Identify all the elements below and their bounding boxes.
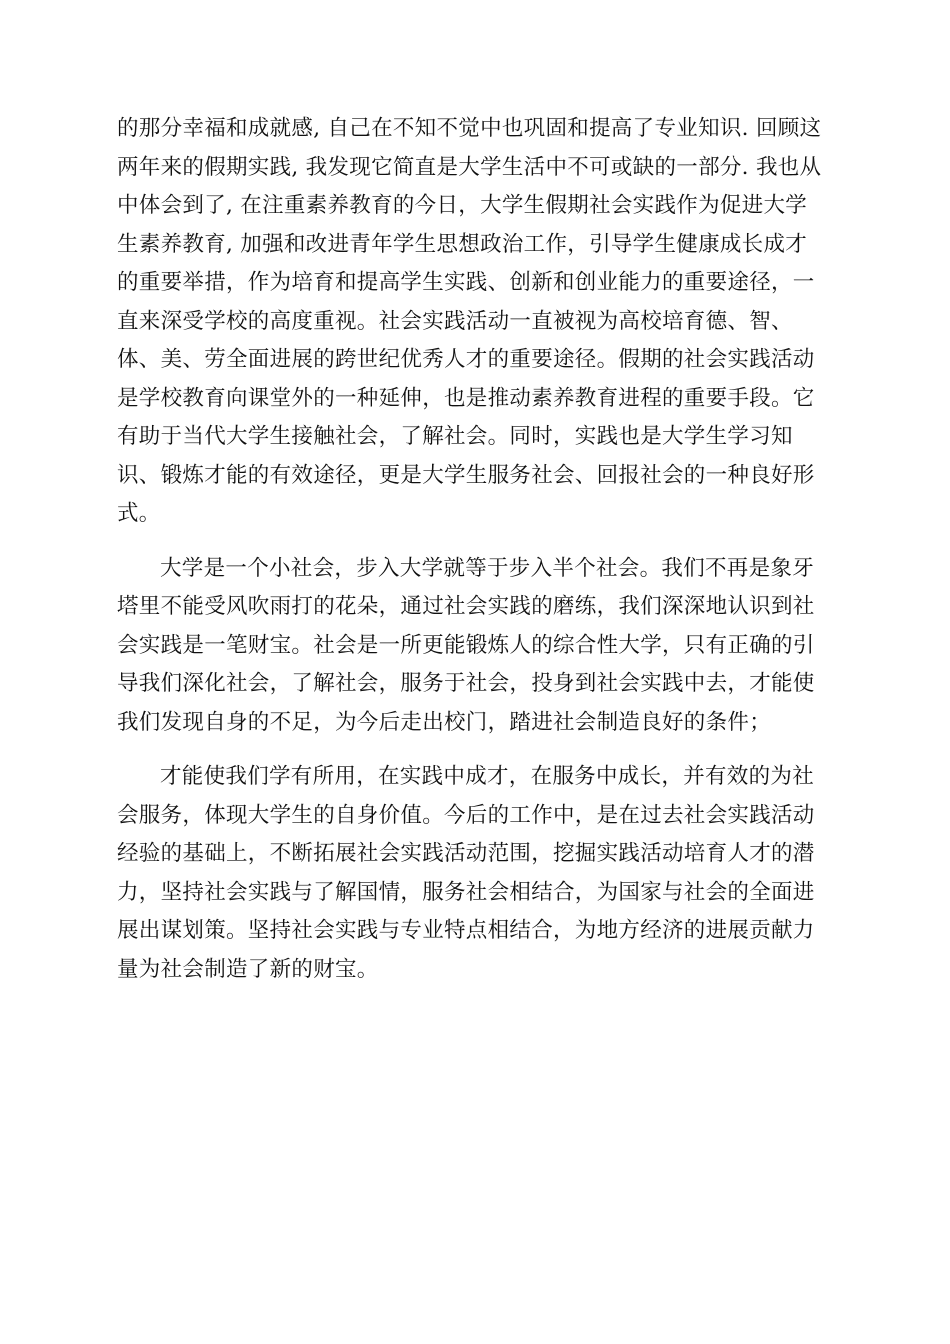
paragraph-2: [117, 550, 833, 743]
paragraph-line: 直来深受学校的高度重视。社会实践活动一直被视为高校培育德、智、: [117, 308, 793, 334]
paragraph-line: 的那分幸福和成就感, 自己在不知不觉中也巩固和提高了专业知识. 回顾这: [117, 116, 822, 141]
paragraph-line: 才能使我们学有所用，在实践中成才，在服务中成长，并有效的为社: [160, 764, 815, 789]
paragraph-line: 体、美、劳全面进展的跨世纪优秀人才的重要途径。假期的社会实践活动: [117, 347, 815, 372]
paragraph-line: 会服务，体现大学生的自身价值。今后的工作中，是在过去社会实践活动: [117, 802, 815, 828]
paragraph-line: 大学是一个小社会，步入大学就等于步入半个社会。我们不再是象牙: [160, 555, 815, 581]
paragraph-line: 中体会到了, 在注重素养教育的今日，大学生假期社会实践作为促进大学: [117, 193, 808, 218]
paragraph-line: 生素养教育, 加强和改进青年学生思想政治工作，引导学生健康成长成才: [117, 231, 808, 257]
paragraph-line: 两年来的假期实践, 我发现它简直是大学生活中不可或缺的一部分. 我也从: [117, 154, 822, 180]
paragraph-line: 我们发现自身的不足，为今后走出校门，踏进社会制造良好的条件；: [117, 709, 772, 735]
paragraph-line: 式。: [117, 501, 161, 526]
paragraph-3: [117, 758, 833, 989]
paragraph-line: 会实践是一笔财宝。社会是一所更能锻炼人的综合性大学，只有正确的引: [117, 632, 815, 658]
paragraph-line: 力，坚持社会实践与了解国情，服务社会相结合，为国家与社会的全面进: [117, 879, 815, 905]
document-body: [117, 110, 833, 989]
paragraph-line: 量为社会制造了新的财宝。: [117, 956, 379, 982]
paragraph-line: 导我们深化社会，了解社会，服务于社会，投身到社会实践中去，才能使: [117, 671, 815, 696]
paragraph-line: 有助于当代大学生接触社会，了解社会。同时，实践也是大学生学习知: [117, 424, 793, 449]
paragraph-line: 是学校教育向课堂外的一种延伸，也是推动素养教育进程的重要手段。它: [117, 385, 815, 411]
paragraph-line: 塔里不能受风吹雨打的花朵，通过社会实践的磨练，我们深深地认识到社: [117, 594, 815, 619]
paragraph-line: 识、锻炼才能的有效途径，更是大学生服务社会、回报社会的一种良好形: [117, 462, 815, 488]
paragraph-line: 经验的基础上，不断拓展社会实践活动范围，挖掘实践活动培育人才的潜: [117, 841, 815, 866]
paragraph-line: 展出谋划策。坚持社会实践与专业特点相结合，为地方经济的进展贡献力: [117, 918, 815, 943]
paragraph-line: 的重要举措，作为培育和提高学生实践、创新和创业能力的重要途径，一: [117, 270, 815, 295]
paragraph-1: [117, 110, 833, 534]
